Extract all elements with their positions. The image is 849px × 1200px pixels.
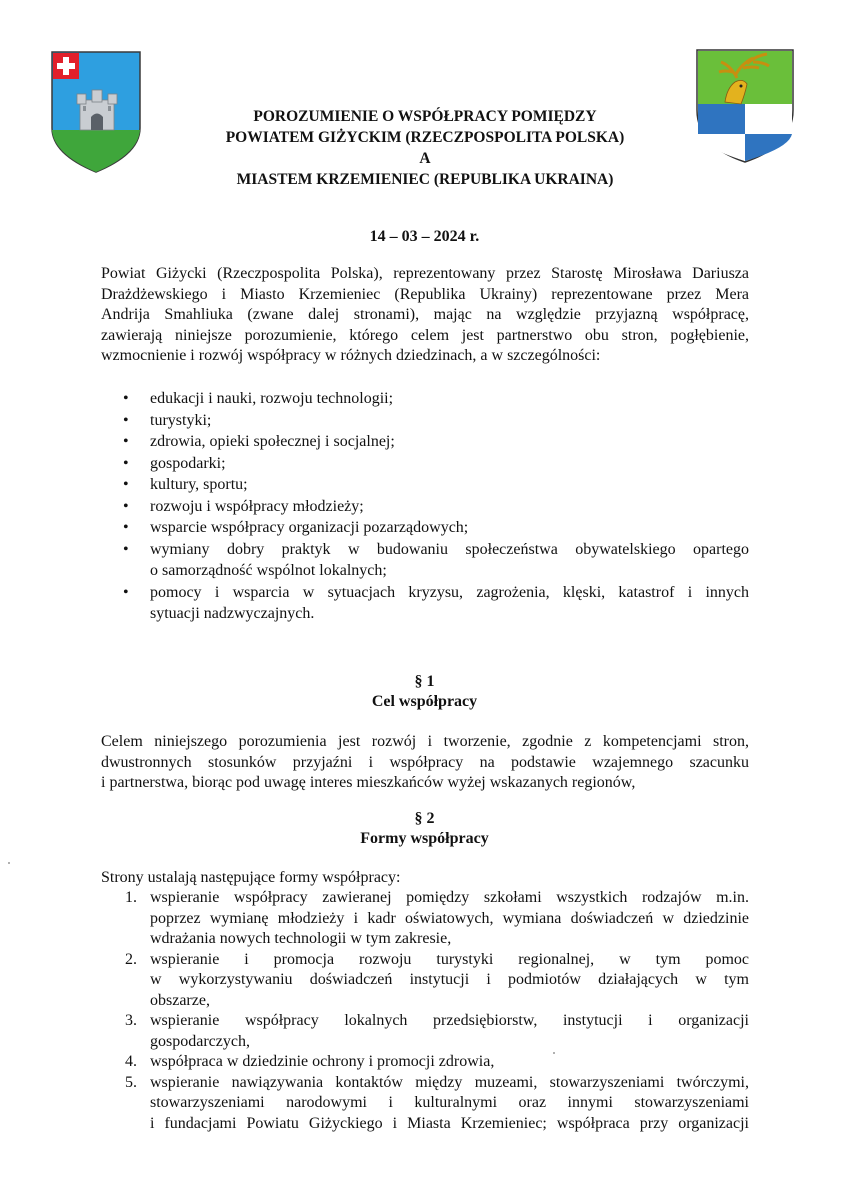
list-item-text: stowarzyszeniami narodowymi i kulturalnymi oraz innymi stowarzyszeniami — [150, 1094, 749, 1111]
list-item — [101, 496, 749, 518]
list-item-text: gospodarczych, — [150, 1032, 250, 1050]
scan-speck — [553, 1052, 555, 1054]
section-2-intro: Strony ustalają następujące formy współpracy: — [101, 869, 401, 886]
cooperation-areas-list — [101, 388, 749, 625]
list-item-text: i fundacjami Powiatu Giżyckiego i Miasta Krzemieniec; współpraca przy organizacji — [150, 1114, 749, 1132]
intro-line: Andrija Smahliuka (zwane dalej stronami), mając na względzie przyjazną współpracę, — [101, 306, 749, 323]
list-item-text: w wykorzystywaniu doświadczeń instytucji i podmiotów działających w tym — [150, 971, 749, 988]
list-item-text: poprzez wymianę młodzieży i kadr oświatowych, wymiana doświadczeń w dziedzinie — [150, 909, 749, 927]
section-1-paragraph — [101, 732, 749, 794]
list-item — [101, 388, 749, 410]
list-item — [101, 1073, 749, 1135]
list-item-text: • rozwoju i współpracy młodzieży; — [150, 497, 364, 515]
list-item-text: wspieranie współpracy zawieranej pomiędzy szkołami wszystkich rodzajów m.in. — [150, 889, 749, 906]
list-item-text: współpraca w dziedzinie ochrony i promocji zdrowia, — [150, 1053, 495, 1070]
list-item — [101, 582, 749, 625]
list-item-text: • gospodarki; — [150, 454, 226, 472]
list-item-text: obszarze, — [150, 991, 210, 1009]
intro-line: wzmocnienie i rozwój współpracy w różnych dziedzinach, a w szczególności: — [101, 347, 601, 364]
list-item — [101, 453, 749, 475]
list-item-text: • wsparcie współpracy organizacji pozarządowych; — [150, 519, 469, 536]
document-title — [160, 106, 690, 190]
section-1-number: § 1 — [414, 673, 435, 690]
scan-speck — [8, 862, 10, 864]
list-item — [101, 539, 749, 582]
list-item-text: • edukacji i nauki, rozwoju technologii; — [150, 390, 394, 407]
list-item — [101, 888, 749, 950]
list-item-text: • wymiany dobry praktyk w budowaniu społeczeństwa obywatelskiego opartego — [150, 540, 749, 558]
title-line: POWIATEM GIŻYCKIM (RZECZPOSPOLITA POLSKA) — [225, 129, 625, 146]
section-1-line: Celem niniejszego porozumienia jest rozwój i tworzenie, zgodnie z kompetencjami stron, — [101, 733, 749, 750]
section-2-title: Formy współpracy — [360, 830, 489, 847]
intro-line: zawierają niniejsze porozumienie, którego celem jest partnerstwo obu stron, pogłębienie, — [101, 326, 749, 344]
list-item — [101, 950, 749, 1012]
title-line: MIASTEM KRZEMIENIEC (REPUBLIKA UKRAINA) — [236, 171, 614, 188]
list-item — [101, 1052, 749, 1073]
title-line: POROZUMIENIE O WSPÓŁPRACY POMIĘDZY — [253, 108, 597, 125]
title-line: A — [419, 150, 431, 167]
list-item — [101, 517, 749, 539]
list-item-text: wdrażania nowych technologii w tym zakresie, — [150, 930, 452, 947]
intro-line: Powiat Giżycki (Rzeczpospolita Polska), reprezentowany przez Starostę Mirosława Dariusza — [101, 265, 749, 282]
list-item-number: 4. — [125, 1053, 137, 1070]
list-item-number: 3. — [125, 1012, 137, 1029]
document-date: 14 – 03 – 2024 r. — [369, 228, 480, 245]
section-1-line: i partnerstwa, biorąc pod uwagę interes mieszkańców wyżej wskazanych regionów, — [101, 774, 636, 791]
gizycko-county-coat-of-arms-icon — [695, 48, 795, 164]
section-1-title: Cel współpracy — [371, 693, 478, 710]
list-item — [101, 474, 749, 496]
list-item-number: 5. — [125, 1073, 137, 1091]
intro-line: Drażdżewskiego i Miasto Krzemieniec (Republika Ukrainy) reprezentowane przez Mera — [101, 285, 749, 303]
krzemieniec-coat-of-arms-icon — [50, 50, 142, 174]
section-2-number: § 2 — [414, 810, 435, 827]
list-item-text: • kultury, sportu; — [150, 476, 248, 493]
list-item-text: sytuacji nadzwyczajnych. — [150, 605, 315, 622]
list-item-number: 2. — [125, 950, 137, 968]
cooperation-forms-list — [101, 888, 749, 1134]
list-item — [101, 431, 749, 453]
section-1-line: dwustronnych stosunków przyjaźni i współpracy na podstawie wzajemnego szacunku — [101, 753, 749, 771]
list-item-text: • zdrowia, opieki społecznej i socjalnej; — [150, 433, 395, 450]
intro-paragraph — [101, 264, 749, 367]
list-item-number: 1. — [125, 889, 137, 906]
list-item-text: o samorządność wspólnot lokalnych; — [150, 562, 387, 579]
list-item-text: wspieranie współpracy lokalnych przedsiębiorstw, instytucji i organizacji — [150, 1012, 749, 1029]
list-item-text: • turystyki; — [150, 411, 212, 429]
list-item-text: wspieranie nawiązywania kontaktów między muzeami, stowarzyszeniami twórczymi, — [150, 1073, 749, 1091]
list-item — [101, 410, 749, 432]
list-item — [101, 1011, 749, 1052]
list-item-text: wspieranie i promocja rozwoju turystyki regionalnej, w tym pomoc — [150, 950, 749, 968]
list-item-text: • pomocy i wsparcia w sytuacjach kryzysu, zagrożenia, klęski, katastrof i innych — [150, 583, 749, 601]
